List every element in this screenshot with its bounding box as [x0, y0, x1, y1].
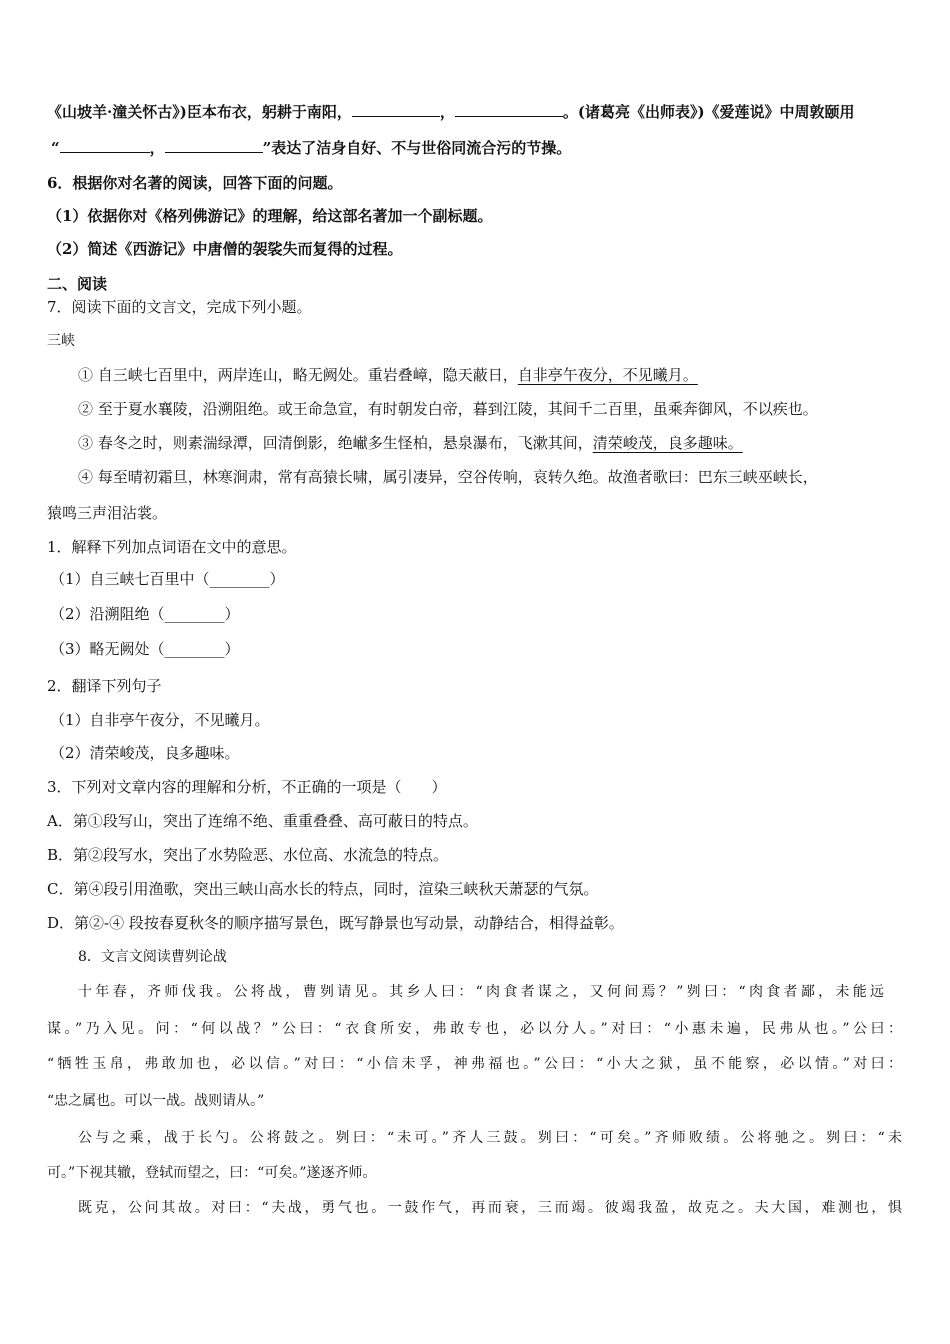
passage-para-1: ① 自三峡七百里中，两岸连山，略无阙处。重岩叠嶂，隐天蔽日，自非亭午夜分，不见曦月。 — [78, 366, 698, 384]
q7-sub2-stem: 2．翻译下列句子 — [47, 677, 162, 695]
answer-blank-2[interactable] — [455, 102, 563, 117]
q7-sub1-item-2: （2）沿溯阻绝（________） — [50, 605, 240, 623]
q7-sub1-stem: 1．解释下列加点词语在文中的意思。 — [47, 538, 297, 556]
q8-stem: 8．文言文阅读曹刿论战 — [78, 949, 227, 965]
q8-para-3-line-1: 既克，公问其故。对曰：“夫战，勇气也。一鼓作气，再而衰，三而竭。彼竭我盈，故克之。夫大国，难测也，惧 — [78, 1200, 902, 1216]
answer-blank-3[interactable] — [60, 138, 150, 153]
passage-title: 三峡 — [47, 333, 75, 349]
q8-para-1-line-3: “牺牲玉帛，弗敢加也，必以信。”对曰：“小信未孚，神弗福也。”公曰：“小大之狱，虽不能察，必以情。”对曰： — [47, 1056, 902, 1072]
option-a[interactable]: A．第①段写山，突出了连绵不绝、重重叠叠、高可蔽日的特点。 — [47, 812, 478, 830]
q7-sub1-item-1: （1）自三峡七百里中（________） — [50, 570, 285, 588]
answer-blank-1[interactable] — [352, 102, 440, 117]
q8-para-2-line-1: 公与之乘，战于长勺。公将鼓之。刿曰：“未可。”齐人三鼓。刿曰：“可矣。”齐师败绩。公将驰之。刿曰：“未 — [78, 1130, 902, 1146]
answer-blank-4[interactable] — [165, 138, 263, 153]
passage-para-2: ② 至于夏水襄陵，沿溯阻绝。或王命急宣，有时朝发白帝，暮到江陵，其间千二百里，虽乘奔御风，不以疾也。 — [78, 400, 818, 418]
q7-sub2-item-2: （2）清荣峻茂，良多趣味。 — [50, 744, 240, 762]
fill-blank-line-2: “ ， ”表达了洁身自好、不与世俗同流合污的节操。 — [51, 139, 572, 157]
option-b[interactable]: B．第②段写水，突出了水势险恶、水位高、水流急的特点。 — [47, 846, 449, 864]
q6-sub-1: （1）依据你对《格列佛游记》的理解，给这部名著加一个副标题。 — [47, 207, 493, 225]
passage-para-4-line-1: ④ 每至晴初霜旦，林寒涧肃，常有高猿长啸，属引凄异，空谷传响，哀转久绝。故渔者歌曰：巴东三峡巫峡长， — [78, 468, 818, 486]
q7-stem: 7．阅读下面的文言文，完成下列小题。 — [47, 298, 312, 316]
fill-blank-line-1: 《山坡羊·潼关怀古》)臣本布衣，躬耕于南阳， ， 。(诸葛亮《出师表》)《爱莲说》中周敦颐用 — [47, 103, 855, 121]
option-d[interactable]: D．第②-④ 段按春夏秋冬的顺序描写景色，既写静景也写动景，动静结合，相得益彰。 — [47, 914, 624, 932]
q8-para-1-line-1: 十年春，齐师伐我。公将战，曹刿请见。其乡人曰：“肉食者谋之，又何间焉？”刿曰：“肉食者鄙，未能远 — [78, 984, 884, 1000]
q8-para-1-line-2: 谋。”乃入见。问：“何以战？”公曰：“衣食所安，弗敢专也，必以分人。”对曰：“小惠未遍，民弗从也。”公曰： — [47, 1021, 902, 1037]
passage-para-3: ③ 春冬之时，则素湍绿潭，回清倒影，绝𪩘多生怪柏，悬泉瀑布，飞漱其间，清荣峻茂，良多趣味。 — [78, 434, 743, 452]
underlined-sentence-1: 自非亭午夜分，不见曦月。 — [517, 366, 698, 384]
q8-para-1-line-4: “忠之属也。可以一战。战则请从。” — [47, 1093, 265, 1109]
underlined-sentence-2: 清荣峻茂，良多趣味。 — [592, 434, 743, 452]
q6-stem: 6．根据你对名著的阅读，回答下面的问题。 — [47, 174, 343, 192]
q6-sub-2: （2）简述《西游记》中唐僧的袈裟失而复得的过程。 — [47, 240, 403, 258]
q7-sub2-item-1: （1）自非亭午夜分，不见曦月。 — [50, 711, 270, 729]
q7-sub3-stem: 3．下列对文章内容的理解和分析，不正确的一项是（ ） — [47, 778, 447, 796]
q8-para-2-line-2: 可。”下视其辙，登轼而望之，曰：“可矣。”遂逐齐师。 — [47, 1165, 377, 1181]
section-heading-reading: 二、阅读 — [47, 275, 108, 293]
q7-sub1-item-3: （3）略无阙处（________） — [50, 640, 240, 658]
passage-para-4-line-2: 猿鸣三声泪沾裳。 — [47, 504, 168, 522]
option-c[interactable]: C．第④段引用渔歌，突出三峡山高水长的特点，同时，渲染三峡秋天萧瑟的气氛。 — [47, 880, 599, 898]
